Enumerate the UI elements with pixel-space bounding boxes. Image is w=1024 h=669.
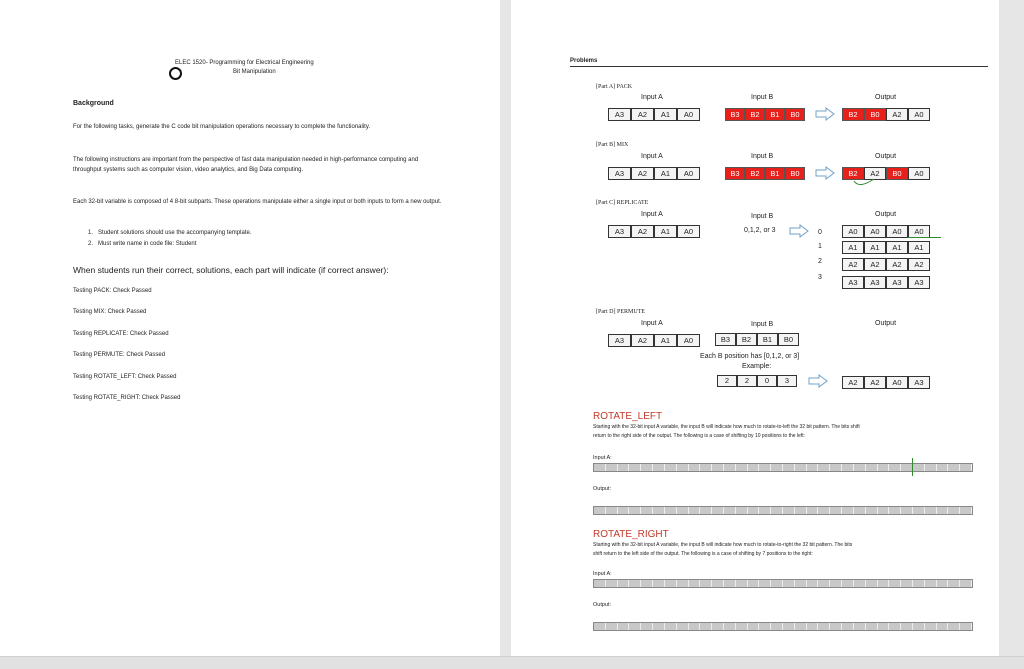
bit-cell [960,580,972,587]
a-cell: A2 [631,225,654,238]
b-cell: B1 [765,108,785,121]
underline-annotation [908,237,941,238]
bit-cell [783,464,795,471]
a-cell: A1 [654,108,677,121]
bit-cell [842,580,854,587]
list-item [88,230,251,236]
bit-cell [724,507,736,514]
bit-cell [665,623,677,630]
bit-cell [759,464,771,471]
a-cell: A3 [608,334,631,347]
bit-cell [842,464,854,471]
bit-cell [807,464,819,471]
right-arrow-icon [815,107,835,121]
b-cell: B3 [725,167,745,180]
bit-cell [594,464,606,471]
bit-cell [960,507,972,514]
bit-cell [689,580,701,587]
bit-cell [677,623,689,630]
bit-cell [866,464,878,471]
input-a-label: Input A [641,153,663,160]
bit-cell [830,580,842,587]
bit-cell [948,464,960,471]
bit-cell [866,507,878,514]
bit-cell [854,464,866,471]
bit-cell [889,623,901,630]
bit-cell [759,580,771,587]
bit-cell [818,580,830,587]
marker-line [912,458,913,476]
result-line: Testing PERMUTE: Check Passed [73,352,166,358]
output-cell: A0 [908,167,930,180]
list-text: Must write name in code file: Student [98,241,197,247]
output-cell: A1 [842,241,864,254]
left-document-page [0,0,500,656]
bit-cell [677,464,689,471]
bit-cell [795,507,807,514]
bit-cell [748,580,760,587]
a-cell: A3 [608,108,631,121]
bit-cell [937,464,949,471]
bit-cell [783,507,795,514]
b-cell: B0 [778,333,799,346]
bit-cell [901,580,913,587]
bit-strip [593,463,973,472]
bit-cell [712,464,724,471]
input-a-label: Input A: [593,571,612,577]
page-gap [500,0,511,656]
b-cell: B1 [757,333,778,346]
bit-strip [593,579,973,588]
result-line: Testing REPLICATE: Check Passed [73,331,169,337]
bit-cell [594,623,606,630]
a-cell: A2 [631,167,654,180]
output-cell: A2 [842,258,864,271]
bit-cell [629,464,641,471]
result-line: Testing ROTATE_RIGHT: Check Passed [73,395,181,401]
bit-cell [830,507,842,514]
bit-strip [593,506,973,515]
bit-cell [783,623,795,630]
b-cell: B3 [725,108,745,121]
output-cell: A1 [886,241,908,254]
a-cell: A0 [677,225,700,238]
bit-cell [736,580,748,587]
part-b-title: [Part B] MIX [596,142,629,148]
bit-cell [606,623,618,630]
bit-cell [606,580,618,587]
bit-cell [759,507,771,514]
input-b-label: Input B [751,153,774,160]
output-cell: A0 [886,376,908,389]
output-cell: A3 [864,276,886,289]
paragraph-3: Each 32-bit variable is composed of 4 8-bit subparts. These operations manipulate either a single input or both inputs to form a new output. [73,199,442,205]
list-number: 1. [88,230,94,236]
paragraph-1: For the following tasks, generate the C code bit manipulation operations necessary to complete the functionality. [73,124,371,130]
bit-cell [771,623,783,630]
bit-cell [795,464,807,471]
bit-cell [889,464,901,471]
rotate-left-desc: Starting with the 32-bit input A variable, the input B will indicate how much to rotate-to-left the 32 bit pattern. The bits shift [593,424,860,430]
b-cell: B2 [736,333,757,346]
output-label: Output: [593,486,612,492]
bit-cell [736,623,748,630]
a-cell: A2 [631,334,654,347]
results-intro: When students run their correct, solutions, each part will indicate (if correct answer): [73,265,389,275]
bit-cell [641,507,653,514]
replicate-index: 2 [818,258,822,265]
b-cell: B3 [715,333,736,346]
bit-cell [925,507,937,514]
bit-cell [665,580,677,587]
bit-cell [724,464,736,471]
input-b-value: 0,1,2, or 3 [744,227,776,234]
result-line: Testing PACK: Check Passed [73,288,152,294]
bit-cell [653,507,665,514]
problems-heading: Problems [570,58,598,64]
bit-cell [913,507,925,514]
output-cell: A3 [842,276,864,289]
course-header: ELEC 1520- Programming for Electrical Engineering [175,60,314,66]
bit-cell [854,623,866,630]
a-cell: A1 [654,225,677,238]
bit-cell [712,580,724,587]
bit-cell [677,507,689,514]
bit-cell [771,464,783,471]
bit-cell [854,507,866,514]
b-cell: B0 [785,108,805,121]
bit-cell [795,580,807,587]
bit-cell [913,623,925,630]
bit-cell [901,623,913,630]
right-arrow-icon [815,166,835,180]
output-label: Output: [593,602,612,608]
bit-cell [748,623,760,630]
a-cell: A0 [677,334,700,347]
output-cell: A3 [908,276,930,289]
bit-cell [736,507,748,514]
bit-cell [854,580,866,587]
output-label: Output [875,320,897,327]
bit-cell [748,507,760,514]
bit-cell [807,623,819,630]
bit-cell [653,580,665,587]
bit-cell [606,464,618,471]
bit-cell [948,507,960,514]
bit-cell [818,507,830,514]
example-cell: 3 [777,375,797,387]
bit-cell [889,580,901,587]
bit-cell [689,507,701,514]
rotate-right-title: ROTATE_RIGHT [593,529,669,540]
result-line: Testing MIX: Check Passed [73,309,147,315]
output-cell: B2 [842,108,864,121]
bit-cell [618,464,630,471]
bit-cell [724,623,736,630]
b-cell: B2 [745,108,765,121]
right-arrow-icon [808,374,828,388]
bit-cell [830,464,842,471]
bit-cell [925,580,937,587]
circle-icon [169,67,182,80]
a-cell: A3 [608,167,631,180]
rotate-left-title: ROTATE_LEFT [593,411,663,422]
input-a-label: Input A [641,320,663,327]
bit-cell [960,623,972,630]
bit-cell [689,623,701,630]
a-cell: A2 [631,108,654,121]
heading-rule [570,66,988,67]
bit-cell [700,464,712,471]
output-cell: A3 [908,376,930,389]
bit-cell [653,623,665,630]
bit-cell [700,580,712,587]
bit-cell [594,507,606,514]
status-bar [0,656,1024,669]
bit-cell [653,464,665,471]
bit-cell [878,507,890,514]
bit-cell [700,623,712,630]
bit-cell [771,507,783,514]
a-cell: A0 [677,108,700,121]
rotate-right-desc: shift return to the left side of the output. The following is a case of shifting by 7 positions to the right: [593,551,813,557]
part-c-title: [Part C] REPLICATE [596,200,649,206]
bit-cell [948,580,960,587]
part-a-title: [Part A] PACK [596,84,633,90]
bit-cell [889,507,901,514]
bit-cell [641,464,653,471]
bit-cell [925,464,937,471]
b-cell: B2 [745,167,765,180]
example-cell: 2 [717,375,737,387]
output-cell: A2 [886,258,908,271]
bit-cell [618,507,630,514]
bit-cell [878,464,890,471]
bit-cell [937,507,949,514]
bit-cell [724,580,736,587]
bit-cell [771,580,783,587]
list-text: Student solutions should use the accompanying template. [98,230,252,236]
bit-cell [830,623,842,630]
bit-cell [925,623,937,630]
input-b-label: Input B [751,94,774,101]
output-cell: A2 [864,258,886,271]
bit-cell [700,507,712,514]
output-label: Output [875,153,897,160]
bit-cell [866,623,878,630]
output-cell: A1 [908,241,930,254]
output-cell: A2 [842,376,864,389]
bit-cell [948,623,960,630]
replicate-index: 3 [818,274,822,281]
bit-cell [689,464,701,471]
result-line: Testing ROTATE_LEFT: Check Passed [73,374,177,380]
output-cell: A3 [886,276,908,289]
input-a-label: Input A [641,211,663,218]
input-b-label: Input B [751,213,774,220]
output-cell: A2 [864,376,886,389]
output-cell: B0 [886,167,908,180]
bit-cell [618,580,630,587]
b-cell: B0 [785,167,805,180]
bit-cell [842,507,854,514]
example-label: Example: [742,363,772,370]
list-item [88,241,196,247]
a-cell: A0 [677,167,700,180]
bit-cell [665,464,677,471]
bit-cell [937,580,949,587]
output-cell: A2 [864,167,886,180]
input-a-label: Input A: [593,455,612,461]
bit-cell [641,623,653,630]
right-arrow-icon [789,224,809,238]
input-b-label: Input B [751,321,774,328]
bit-cell [807,580,819,587]
output-cell: A0 [842,225,864,238]
bit-cell [866,580,878,587]
part-d-title: [Part D] PERMUTE [596,309,645,315]
bit-strip [593,622,973,631]
bit-cell [712,623,724,630]
a-cell: A1 [654,167,677,180]
background-heading: Background [73,100,114,107]
bit-cell [807,507,819,514]
output-cell: A0 [864,225,886,238]
checkmark-annotation-icon [853,178,875,188]
bit-cell [594,580,606,587]
bit-cell [783,580,795,587]
output-cell: B2 [842,167,864,180]
output-cell: A1 [864,241,886,254]
rotate-left-desc: return to the right side of the output. The following is a case of shifting by 10 positions to the left: [593,433,805,439]
bit-cell [606,507,618,514]
course-subtitle: Bit Manipulation [233,69,276,75]
output-cell: B0 [864,108,886,121]
example-cell: 2 [737,375,757,387]
bit-cell [629,623,641,630]
bit-cell [842,623,854,630]
bit-cell [913,464,925,471]
bit-cell [748,464,760,471]
list-number: 2. [88,241,94,247]
output-label: Output [875,94,897,101]
a-cell: A1 [654,334,677,347]
right-document-page [511,0,999,656]
output-label: Output [875,211,897,218]
bit-cell [901,507,913,514]
bit-cell [641,580,653,587]
output-cell: A0 [908,108,930,121]
bit-cell [913,580,925,587]
bit-cell [677,580,689,587]
bit-cell [629,580,641,587]
bit-cell [629,507,641,514]
bit-cell [795,623,807,630]
bit-cell [618,623,630,630]
bit-cell [937,623,949,630]
bit-cell [665,507,677,514]
bit-cell [960,464,972,471]
bit-cell [878,580,890,587]
output-cell: A2 [886,108,908,121]
bit-cell [818,464,830,471]
output-cell: A0 [886,225,908,238]
bit-cell [712,507,724,514]
output-cell: A2 [908,258,930,271]
bit-cell [818,623,830,630]
b-position-note: Each B position has [0,1,2, or 3] [700,353,800,360]
bit-cell [736,464,748,471]
input-a-label: Input A [641,94,663,101]
b-cell: B1 [765,167,785,180]
paragraph-2: The following instructions are important from the perspective of fast data manipulation needed in high-performance computing and throughput systems such as computer vision, video analytics, and Big Data computing. [73,157,419,173]
a-cell: A3 [608,225,631,238]
replicate-index: 0 [818,229,822,236]
rotate-right-desc: Starting with the 32-bit input A variable, the input B will indicate how much to rotate-to-right the 32 bit pattern. The bits [593,542,853,548]
output-cell: A0 [908,225,930,238]
bit-cell [759,623,771,630]
example-cell: 0 [757,375,777,387]
bit-cell [878,623,890,630]
replicate-index: 1 [818,243,822,250]
